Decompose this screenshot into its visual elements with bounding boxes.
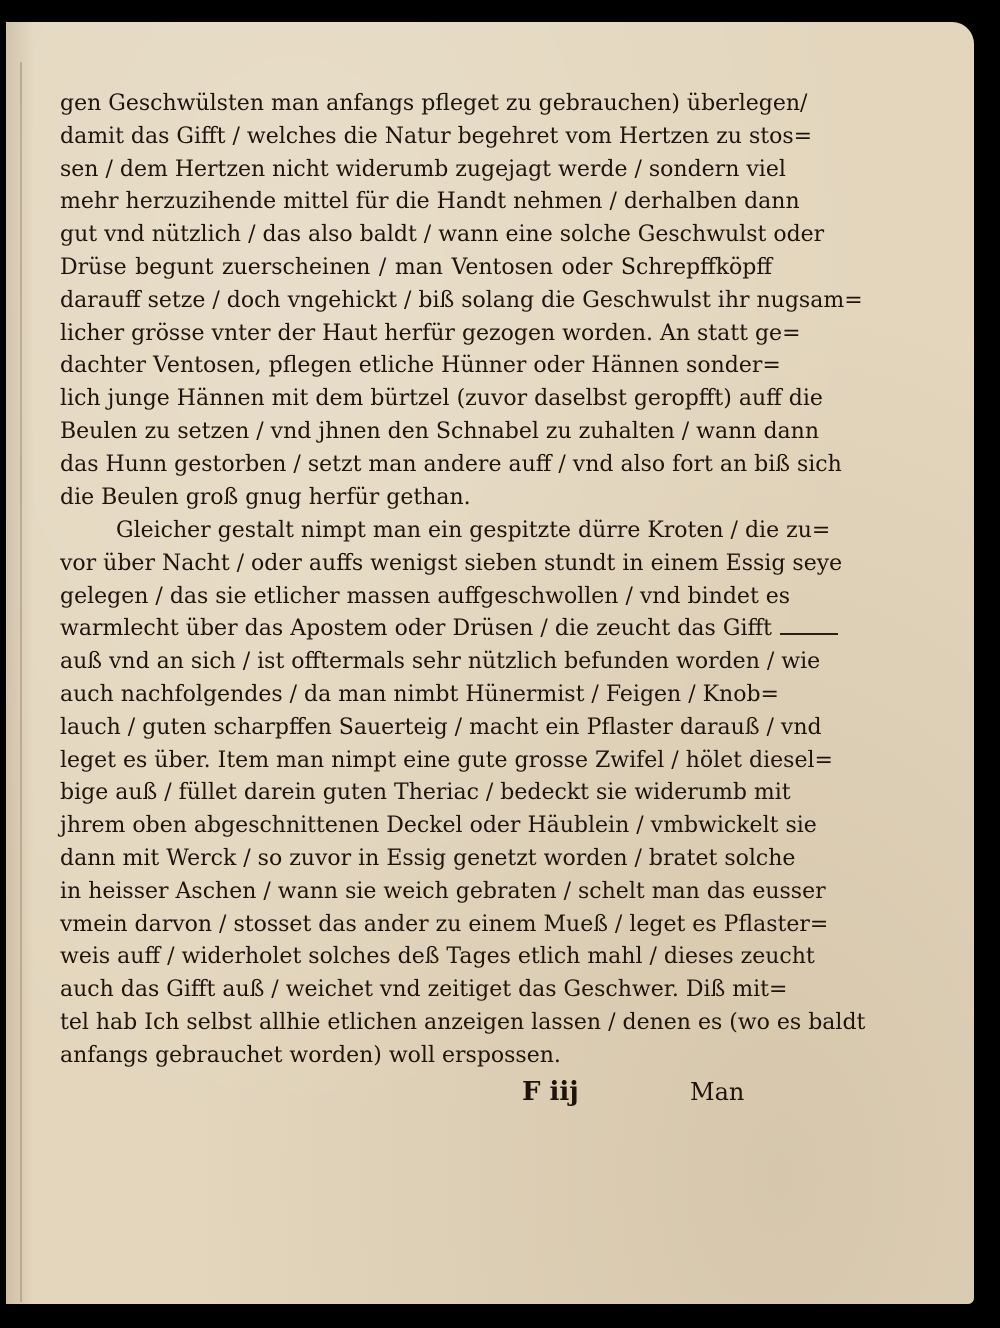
text-line: Beulen zu setzen / vnd jhnen den Schnabel zu zuhalten / wann dann	[60, 418, 819, 444]
text-line: dachter Ventosen, pflegen etliche Hünner oder Hännen sonder=	[60, 353, 781, 379]
catchword: Man	[690, 1078, 745, 1106]
text-line: damit das Gifft / welches die Natur begehret vom Hertzen zu stos=	[60, 123, 813, 149]
margin-mark	[780, 633, 838, 635]
text-line: vor über Nacht / oder auffs wenigst sieben stundt in einem Essig seye	[60, 550, 843, 576]
text-line: tel hab Ich selbst allhie etlichen anzeigen lassen / denen es (wo es baldt	[60, 1009, 866, 1035]
text-line: die Beulen groß gnug herfür gethan.	[60, 484, 471, 510]
text-line: bige auß / füllet darein guten Theriac / bedeckt sie widerumb mit	[60, 780, 791, 806]
text-line: gen Geschwülsten man anfangs pfleget zu gebrauchen) überlegen/	[60, 91, 808, 116]
text-line: mehr herzuzihende mittel für die Handt nehmen / derhalben dann	[60, 189, 800, 215]
text-line: sen / dem Hertzen nicht widerumb zugejagt werde / sondern viel	[60, 156, 786, 182]
signature-mark: F iij	[522, 1077, 579, 1107]
text-line: leget es über. Item man nimpt eine gute grosse Zwifel / hölet diesel=	[60, 747, 833, 773]
text-line: licher grösse vnter der Haut herfür gezogen worden. An statt ge=	[60, 320, 801, 346]
text-line: jhrem oben abgeschnittenen Deckel oder Häublein / vmbwickelt sie	[60, 813, 817, 839]
text-line: auch das Gifft auß / weichet vnd zeitiget das Geschwer. Diß mit=	[60, 977, 788, 1003]
text-line: dann mit Werck / so zuvor in Essig genetzt worden / bratet solche	[60, 845, 796, 871]
text-line: gelegen / das sie etlicher massen auffgeschwollen / vnd bindet es	[60, 583, 791, 609]
text-line: anfangs gebrauchet worden) woll erspossen.	[60, 1042, 561, 1068]
paragraph-2	[60, 515, 866, 1073]
text-line: in heisser Aschen / wann sie weich gebraten / schelt man das eusser	[60, 878, 826, 904]
text-line: weis auff / widerholet solches deß Tages etlich mahl / dieses zeucht	[60, 944, 815, 970]
text-line: darauff setze / doch vngehickt / biß solang die Geschwulst ihr nugsam=	[60, 287, 863, 313]
text-line: gut vnd nützlich / das also baldt / wann eine solche Geschwulst oder	[60, 222, 825, 248]
text-line: vmein darvon / stosset das ander zu einem Mueß / leget es Pflaster=	[60, 911, 829, 937]
text-line: lich junge Hännen mit dem bürtzel (zuvor daselbst geropfft) auff die	[60, 386, 823, 412]
binding-gutter	[20, 62, 22, 1302]
text-line: warmlecht über das Apostem oder Drüsen / die zeucht das Gifft	[60, 616, 772, 642]
text-line: auch nachfolgendes / da man nimbt Hünermist / Feigen / Knob=	[60, 681, 779, 707]
text-line: Gleicher gestalt nimpt man ein gespitzte dürre Kroten / die zu=	[116, 518, 831, 543]
text-line: das Hunn gestorben / setzt man andere auff / vnd also fort an biß sich	[60, 451, 842, 477]
paragraph-1	[60, 88, 863, 514]
text-line: lauch / guten scharpffen Sauerteig / macht ein Pflaster darauß / vnd	[60, 714, 822, 740]
text-line: Drüse begunt zuerscheinen / man Ventosen oder Schrepffköpff	[60, 254, 772, 280]
text-line: auß vnd an sich / ist offtermals sehr nützlich befunden worden / wie	[60, 649, 821, 675]
